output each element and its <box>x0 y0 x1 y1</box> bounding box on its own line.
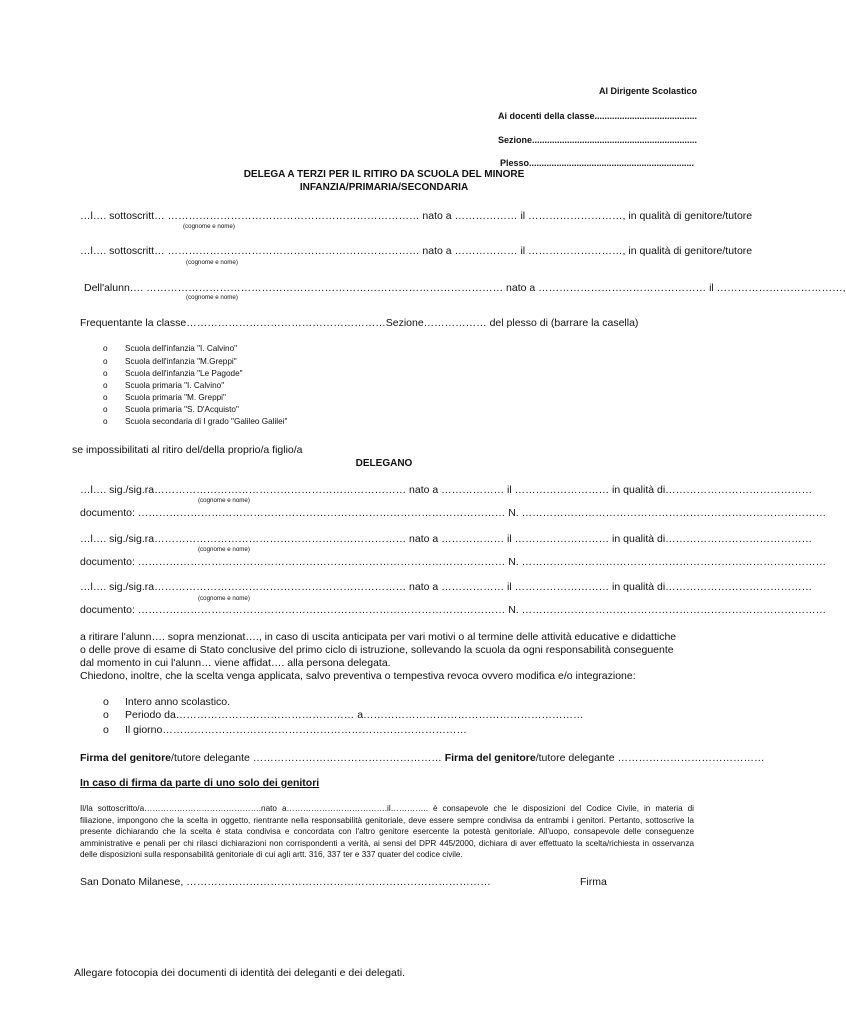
document-title: DELEGA A TERZI PER IL RITIRO DA SCUOLA DEL MINORE <box>243 169 525 180</box>
delegate-heading: DELEGANO <box>355 458 413 469</box>
period-option[interactable] <box>103 724 467 736</box>
parent-hint-1: (cognome e nome) <box>183 223 235 230</box>
period-option[interactable] <box>103 709 584 721</box>
checkbox-circle-icon: o <box>103 393 108 402</box>
delegate-hint-1: (cognome e nome) <box>198 497 250 504</box>
school-option[interactable] <box>103 369 243 378</box>
paragraph-line-3: dal momento in cui l'alunn… viene affidat…. alla persona delegata. <box>80 657 391 669</box>
student-line: Dell'alunn…. ………………………………………………………………………………………… nato a ………………………………………… il ………………………………, <box>84 282 846 294</box>
delegate-doc-2: documento: …………………………………………………………………………………………… N. …………………………………………………………………………… <box>80 556 827 568</box>
school-option-label: Scuola dell'infanzia "M.Greppi" <box>125 357 237 366</box>
recipient-sezione: Sezione.................................................................. <box>498 135 698 145</box>
document-subtitle: INFANZIA/PRIMARIA/SECONDARIA <box>299 182 469 193</box>
recipient-plesso: Plesso.................................................................. <box>500 158 695 168</box>
parent-line-1: …l…. sottoscritt… ……………………………………………………………… nato a ……………… il ………………………, in qualità di genitore/tutore <box>80 210 753 222</box>
period-option-label: Intero anno scolastico. <box>125 696 231 708</box>
student-hint: (cognome e nome) <box>186 294 238 301</box>
signature-label-2: Firma del genitore <box>444 752 536 764</box>
recipient-docenti: Ai docenti della classe......................................... <box>498 111 698 121</box>
signature-field-1: /tutore delegante ……………………………………………… <box>171 752 442 764</box>
school-option[interactable] <box>103 381 224 390</box>
paragraph-line-4: Chiedono, inoltre, che la scelta venga applicata, salvo preventiva o tempestiva revoca ovvero modifica e/o integrazione: <box>80 670 636 682</box>
parent-hint-2: (cognome e nome) <box>186 259 238 266</box>
checkbox-circle-icon: o <box>103 417 108 426</box>
paragraph-line-1: a ritirare l'alunn…. sopra menzionat…., in caso di uscita anticipata per vari motivi o al termine delle attività educative e didattiche <box>80 631 677 643</box>
school-option-label: Scuola primaria "I. Calvino" <box>125 381 225 390</box>
school-option[interactable] <box>103 357 237 366</box>
school-option-label: Scuola dell'infanzia "I. Calvino" <box>125 344 238 353</box>
delegate-line-1: …l…. sig./sig.ra……………………………………………………………… nato a ……………… il ……………………… in qualità di…………………………………… <box>80 484 813 496</box>
period-option-label: Periodo da…………………………………………… a……………………………………………………… <box>125 709 584 721</box>
school-option[interactable] <box>103 393 226 402</box>
delegate-hint-3: (cognome e nome) <box>198 595 250 602</box>
delegate-doc-3: documento: …………………………………………………………………………………………… N. …………………………………………………………………………… <box>80 604 827 616</box>
signature-label-1: Firma del genitore <box>80 752 172 764</box>
school-option-label: Scuola primaria "M. Greppi" <box>125 393 226 402</box>
school-option[interactable] <box>103 344 237 353</box>
single-parent-heading: In caso di firma da parte di uno solo dei genitori <box>80 777 320 789</box>
checkbox-circle-icon: o <box>103 724 109 736</box>
school-option[interactable] <box>103 417 287 426</box>
checkbox-circle-icon: o <box>103 709 109 721</box>
impossibility-text: se impossibilitati al ritiro del/della proprio/a figlio/a <box>72 444 303 456</box>
checkbox-circle-icon: o <box>103 357 108 366</box>
delegate-line-3: …l…. sig./sig.ra……………………………………………………………… nato a ……………… il ……………………… in qualità di…………………………………… <box>80 581 813 593</box>
checkbox-circle-icon: o <box>103 344 108 353</box>
checkbox-circle-icon: o <box>103 405 108 414</box>
checkbox-circle-icon: o <box>103 369 108 378</box>
school-option-label: Scuola dell'infanzia "Le Pagode" <box>125 369 243 378</box>
period-option-label: Il giorno…………………………………………………………………………… <box>125 724 467 736</box>
delegate-line-2: …l…. sig./sig.ra……………………………………………………………… nato a ……………… il ……………………… in qualità di…………………………………… <box>80 533 813 545</box>
footer-note: Allegare fotocopia dei documenti di identità dei deleganti e dei delegati. <box>74 967 405 979</box>
checkbox-circle-icon: o <box>103 696 109 708</box>
school-option[interactable] <box>103 405 239 414</box>
signature-field-2: /tutore delegante …………………………………… <box>535 752 765 764</box>
period-option[interactable] <box>103 696 230 708</box>
recipient-dirigente: Al Dirigente Scolastico <box>599 86 698 96</box>
firma-label: Firma <box>580 876 607 888</box>
parent-line-2: …l…. sottoscritt… ……………………………………………………………… nato a ……………… il ………………………, in qualità di genitore/tutore <box>80 245 753 257</box>
place-date-line: San Donato Milanese, …………………………………………………………………………… <box>80 876 491 888</box>
signature-line <box>80 752 764 764</box>
delegate-hint-2: (cognome e nome) <box>198 546 250 553</box>
paragraph-line-2: o delle prove di esame di Stato conclusive del primo ciclo di istruzione, sollevando la scuola da ogni responsabilità conseguente <box>80 644 674 656</box>
checkbox-circle-icon: o <box>103 381 108 390</box>
school-option-label: Scuola primaria "S. D'Acquisto" <box>125 405 239 414</box>
school-option-label: Scuola secondaria di I grado "Galileo Galilei" <box>125 417 288 426</box>
class-line: Frequentante la classe…………………………………………………Sezione……………… del plesso di (barrare la casella) <box>80 317 639 329</box>
delegate-doc-1: documento: …………………………………………………………………………………………… N. …………………………………………………………………………… <box>80 507 827 519</box>
single-parent-text: Il/la sottoscritto/a…………………………………….nato a……………………………….il………….. è consapevole che le disposizioni del Codice Civile, in materia di filiazione, impongono che la scelta in oggetto, rientrante nella responsabilità genitoriale, deve essere sempre condivisa da entrambi i genitori. Pertanto, sottoscrive la presente dichiarando che la scelta è stata condivisa e concordata con l'altro genitore esercente la potestà genitoriale. All'uopo, consapevole delle conseguenze amministrative e penali per chi rilasci dichiarazioni non corrispondenti a verità, ai sensi del DPR 445/2000, dichiara di aver effettuato la scelta/richiesta in osservanza delle disposizioni sulla responsabilità genitoriale di cui agli artt. 316, 337 ter e 337 quater del codice civile. <box>80 804 694 859</box>
